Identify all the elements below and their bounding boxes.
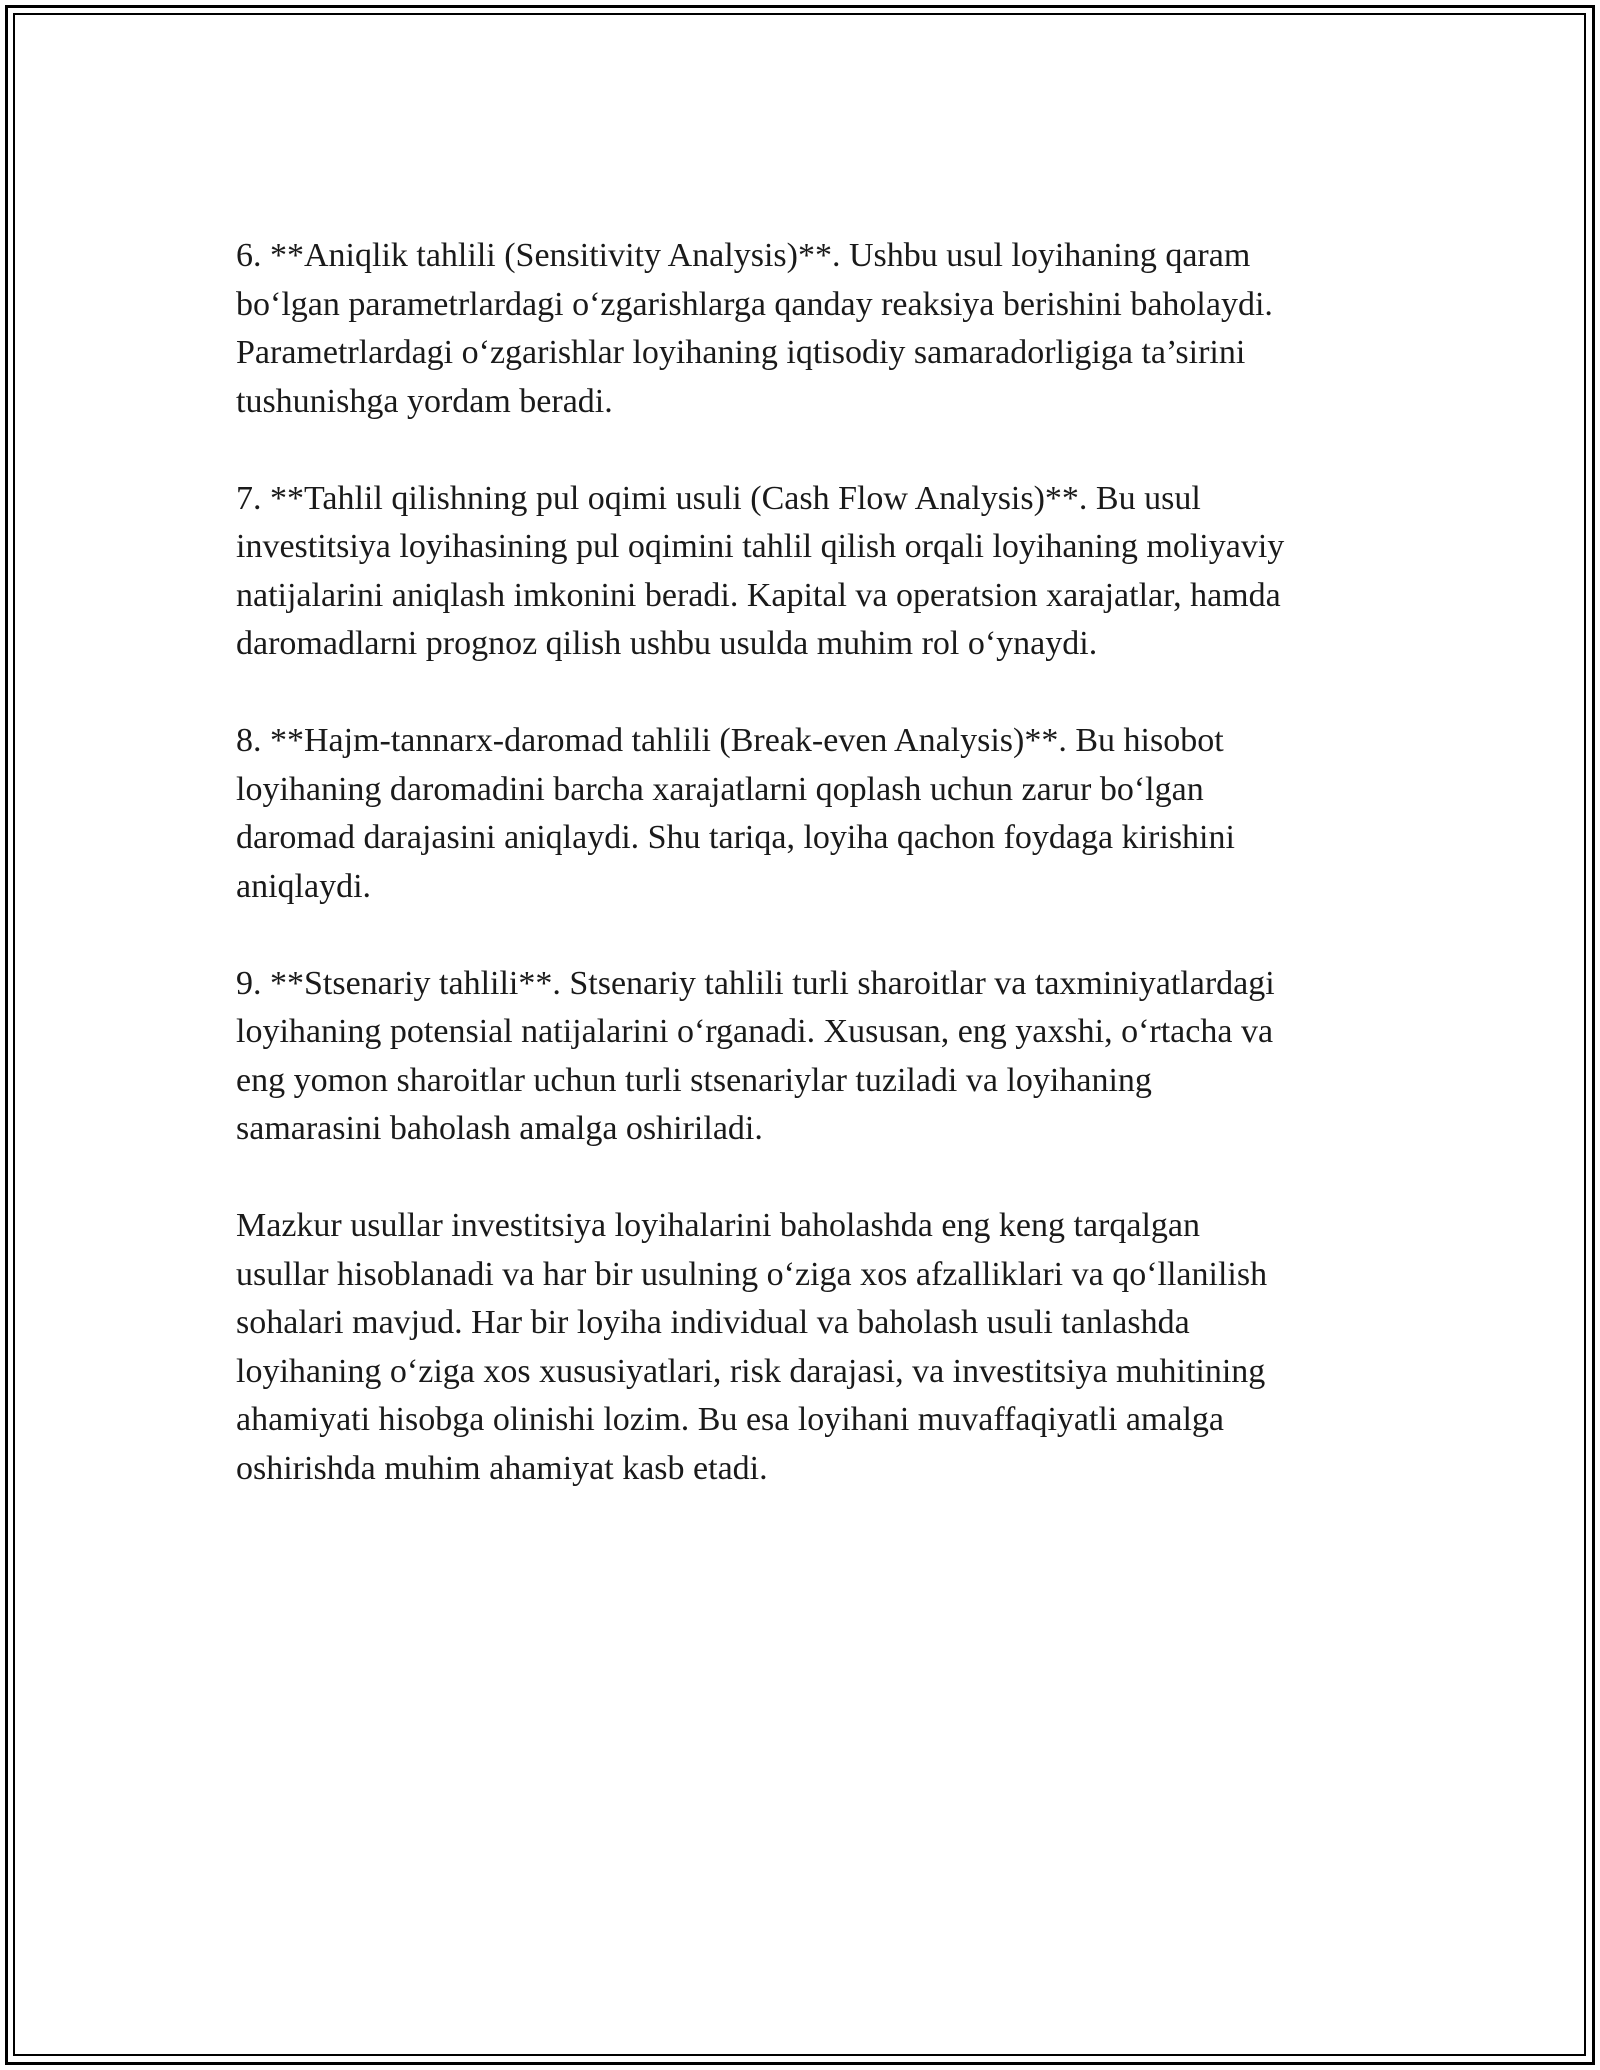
text-line: sohalari mavjud. Har bir loyiha individual va baholash usuli tanlashda <box>236 1304 1190 1341</box>
text-line: 8. **Hajm-tannarx-daromad tahlili (Break-even Analysis)**. Bu hisobot <box>236 722 1224 759</box>
text-line: natijalarini aniqlash imkonini beradi. Kapital va operatsion xarajatlar, hamda <box>236 576 1281 614</box>
text-line: oshirishda muhim ahamiyat kasb etadi. <box>236 1449 768 1487</box>
text-line: daromadlarni prognoz qilish ushbu usulda muhim rol o‘ynaydi. <box>236 625 1098 662</box>
text-line: 7. **Tahlil qilishning pul oqimi usuli (Cash Flow Analysis)**. Bu usul <box>236 479 1201 517</box>
paragraph-sensitivity-analysis <box>236 232 1396 426</box>
text-line: samarasini baholash amalga oshiriladi. <box>236 1110 763 1147</box>
text-line: Mazkur usullar investitsiya loyihalarini baholashda eng keng tarqalgan <box>236 1207 1201 1244</box>
paragraph-cash-flow-analysis <box>236 475 1396 669</box>
text-line: loyihaning potensial natijalarini o‘rganadi. Xususan, eng yaxshi, o‘rtacha va <box>236 1013 1274 1050</box>
paragraph-conclusion <box>236 1202 1396 1493</box>
text-line: 9. **Stsenariy tahlili**. Stsenariy tahlili turli sharoitlar va taxminiyatlardagi <box>236 964 1275 1002</box>
paragraph-scenario-analysis <box>236 960 1396 1154</box>
paragraph-break-even-analysis <box>236 717 1396 911</box>
text-line: investitsiya loyihasining pul oqimini tahlil qilish orqali loyihaning moliyaviy <box>236 528 1285 565</box>
text-line: ahamiyati hisobga olinishi lozim. Bu esa loyihani muvaffaqiyatli amalga <box>236 1401 1224 1438</box>
text-line: eng yomon sharoitlar uchun turli stsenariylar tuziladi va loyihaning <box>236 1061 1152 1099</box>
text-line: loyihaning daromadini barcha xarajatlarni qoplash uchun zarur bo‘lgan <box>236 770 1204 808</box>
document-body <box>236 232 1396 1542</box>
text-line: daromad darajasini aniqlaydi. Shu tariqa, loyiha qachon foydaga kirishini <box>236 819 1235 856</box>
text-line: Parametrlardagi o‘zgarishlar loyihaning iqtisodiy samaradorligiga ta’sirini <box>236 334 1246 371</box>
text-line: usullar hisoblanadi va har bir usulning o‘ziga xos afzalliklari va qo‘llanilish <box>236 1255 1268 1293</box>
text-line: 6. **Aniqlik tahlili (Sensitivity Analysis)**. Ushbu usul loyihaning qaram <box>236 237 1251 274</box>
text-line: aniqlaydi. <box>236 867 372 905</box>
text-line: bo‘lgan parametrlardagi o‘zgarishlarga qanday reaksiya berishini baholaydi. <box>236 285 1273 323</box>
text-line: tushunishga yordam beradi. <box>236 382 613 420</box>
text-line: loyihaning o‘ziga xos xususiyatlari, risk darajasi, va investitsiya muhitining <box>236 1352 1266 1390</box>
